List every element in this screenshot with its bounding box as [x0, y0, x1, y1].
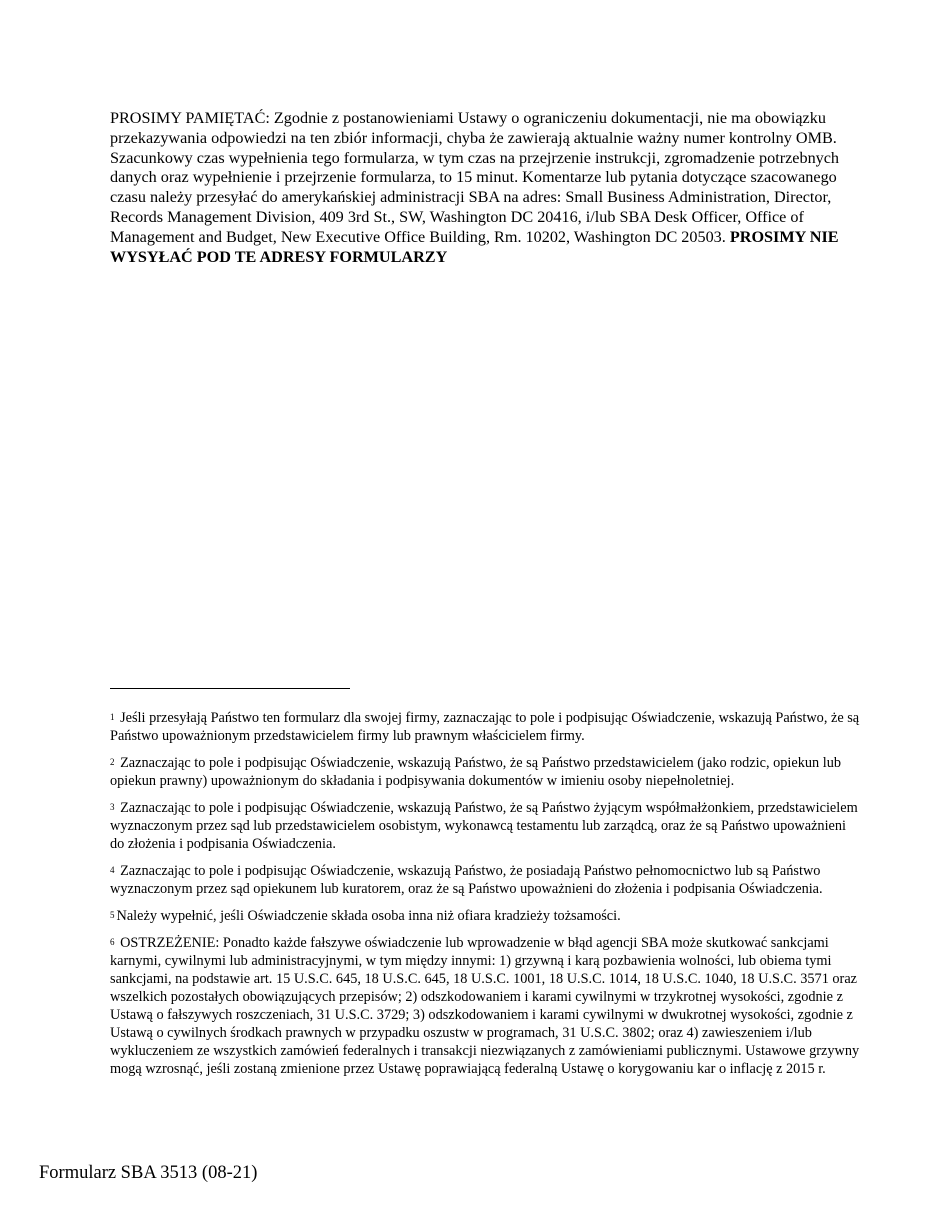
footnote-6 — [110, 934, 862, 1078]
footnote-separator — [110, 688, 350, 689]
footnote-3-text: Zaznaczając to pole i podpisując Oświadczenie, wskazują Państwo, że są Państwo żyjącym współmałżonkiem, przedstawicielem wyznaczonym przez sąd lub przedstawicielem osobistym, wykonawcą testamentu lub zarządcą, oraz że są Państwo upoważnieni do złożenia i podpisania Oświadczenia. — [110, 800, 858, 852]
footnote-4 — [110, 862, 862, 898]
footnote-5 — [110, 907, 862, 925]
footnote-3-number: 3 — [110, 802, 115, 812]
footnote-6-number: 6 — [110, 937, 115, 947]
burden-notice-warning: PROSIMY NIE WYSYŁAĆ POD TE ADRESY FORMULARZY — [110, 227, 839, 266]
footnote-4-text: Zaznaczając to pole i podpisując Oświadczenie, wskazują Państwo, że posiadają Państwo pełnomocnictwo lub są Państwo wyznaczonym przez sąd opiekunem lub kuratorem, oraz że są Państwo upoważnieni do złożenia i podpisania Oświadczenia. — [110, 863, 823, 897]
footnote-2-number: 2 — [110, 757, 115, 767]
footnote-6-text: OSTRZEŻENIE: Ponadto każde fałszywe oświadczenie lub wprowadzenie w błąd agencji SBA może skutkować sankcjami karnymi, cywilnymi lub administracyjnymi, w tym między innymi: 1) grzywną i karą pozbawienia wolności, lub obiema tymi sankcjami, na podstawie art. 15 U.S.C. 645, 18 U.S.C. 645, 18 U.S.C. 1001, 18 U.S.C. 1014, 18 U.S.C. 1040, 18 U.S.C. 3571 oraz wszelkich pozostałych obowiązujących przepisów; 2) odszkodowaniem i karami cywilnymi w trzykrotnej wysokości, zgodnie z Ustawą o fałszywych roszczeniach, 31 U.S.C. 3729; 3) odszkodowaniem i karami cywilnymi w dwukrotnej wysokości, zgodnie z Ustawą o cywilnych środkach prawnych w przypadku oszustw w programach, 31 U.S.C. 3802; oraz 4) zawieszeniem i/lub wykluczeniem ze wszystkich zamówień federalnych i transakcji niezwiązanych z zamówieniami publicznymi. Ustawowe grzywny mogą wzrosnąć, jeśli zostaną zmienione przez Ustawę poprawiającą federalną Ustawę o korygowaniu kar o inflację z 2015 r. — [110, 935, 860, 1077]
burden-notice — [110, 109, 860, 267]
burden-notice-text: PROSIMY PAMIĘTAĆ: Zgodnie z postanowieniami Ustawy o ograniczeniu dokumentacji, nie ma obowiązku przekazywania odpowiedzi na ten zbiór informacji, chyba że zawierają aktualnie ważny numer kontrolny OMB. Szacunkowy czas wypełnienia tego formularza, w tym czas na przejrzenie instrukcji, zgromadzenie potrzebnych danych oraz wypełnienie i przejrzenie formularza, to 15 minut. Komentarze lub pytania dotyczące szacowanego czasu należy przesyłać do amerykańskiej administracji SBA na adres: Small Business Administration, Director, Records Management Division, 409 3rd St., SW, Washington DC 20416, i/lub SBA Desk Officer, Office of Management and Budget, New Executive Office Building, Rm. 10202, Washington DC 20503. — [110, 109, 840, 246]
footnote-2 — [110, 754, 862, 790]
footnote-3 — [110, 799, 862, 853]
footnote-1-number: 1 — [110, 712, 115, 722]
footnotes-section — [110, 709, 862, 1087]
footnote-5-text: Należy wypełnić, jeśli Oświadczenie składa osoba inna niż ofiara kradzieży tożsamości. — [116, 908, 621, 924]
footnote-1-text: Jeśli przesyłają Państwo ten formularz dla swojej firmy, zaznaczając to pole i podpisując Oświadczenie, wskazują Państwo, że są Państwo upoważnionym przedstawicielem firmy lub prawnym właścicielem firmy. — [110, 710, 860, 744]
footnote-5-number: 5 — [110, 910, 115, 920]
footnote-2-text: Zaznaczając to pole i podpisując Oświadczenie, wskazują Państwo, że są Państwo przedstawicielem (jako rodzic, opiekun lub opiekun prawny) upoważnionym do składania i podpisywania dokumentów w imieniu osoby niepełnoletniej. — [110, 755, 842, 789]
footnote-1 — [110, 709, 862, 745]
form-identifier: Formularz SBA 3513 (08-21) — [39, 1163, 258, 1183]
footnote-4-number: 4 — [110, 865, 115, 875]
